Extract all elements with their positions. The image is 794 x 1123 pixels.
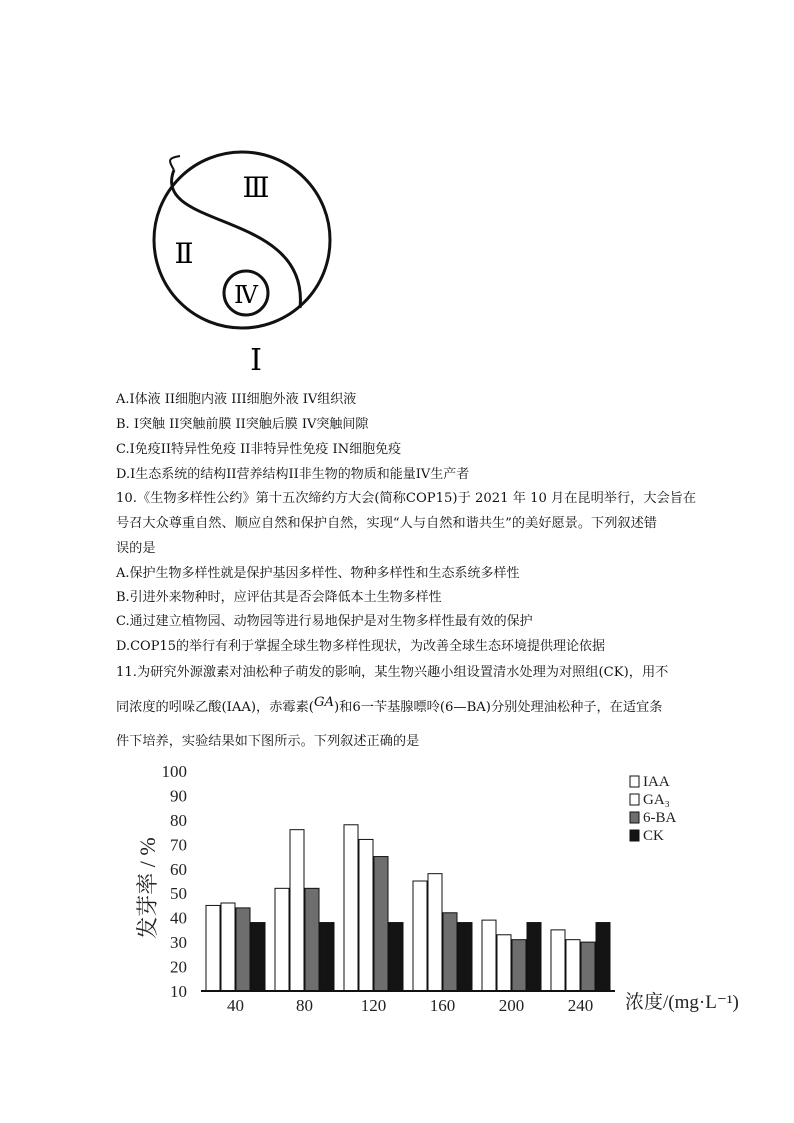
- q9-option-b: B. Ⅰ突触 II突触前膜 II突触后膜 IV突触间隙: [116, 417, 369, 432]
- bar: [389, 923, 403, 991]
- legend-label: GA₃: [643, 792, 670, 808]
- bar: [275, 888, 289, 991]
- label-left: Ⅱ: [174, 239, 194, 270]
- bar: [344, 825, 358, 991]
- q9-option-d: D.Ⅰ生态系统的结构II营养结构II非生物的物质和能量IV生产者: [116, 467, 470, 482]
- q11-stem-line3: 件下培养，实验结果如下图所示。下列叙述正确的是: [116, 734, 420, 749]
- bar: [305, 888, 319, 991]
- legend-label: IAA: [643, 774, 670, 790]
- bar: [290, 830, 304, 991]
- x-tick-label: 80: [296, 996, 313, 1015]
- q11-stem-line2: [116, 695, 663, 717]
- bar: [428, 874, 442, 991]
- legend-swatch: [630, 776, 639, 787]
- bar: [236, 908, 250, 991]
- y-tick-label: 10: [170, 982, 187, 1001]
- bar: [206, 905, 220, 991]
- bar: [374, 857, 388, 991]
- y-tick-label: 20: [170, 957, 187, 977]
- x-axis-label: 浓度/(mg·L⁻¹): [625, 992, 739, 1013]
- x-tick-label: 200: [498, 996, 525, 1015]
- bar: [320, 923, 334, 991]
- q11-stem-line2-b: )和6一苄基腺嘌呤(6—BA)分别处理油松种子，在适宜条: [334, 700, 663, 715]
- y-tick-label: 100: [161, 762, 187, 781]
- q9-option-a: A.Ⅰ体液 II细胞内液 III细胞外液 IV组织液: [116, 392, 357, 407]
- label-right: Ⅲ: [242, 173, 270, 204]
- bar: [482, 920, 496, 991]
- q10-option-d: D.COP15的举行有利于掌握全球生物多样性现状，为改善全球生态环境提供理论依据: [116, 639, 605, 654]
- q10-option-c: C.通过建立植物园、动物园等进行易地保护是对生物多样性最有效的保护: [116, 614, 533, 629]
- x-tick-label: 40: [227, 996, 244, 1015]
- y-tick-label: 80: [170, 810, 187, 830]
- legend-swatch: [630, 812, 639, 823]
- circle-diagram: [150, 120, 350, 380]
- x-tick-label: 120: [360, 996, 387, 1015]
- legend-swatch: [630, 794, 639, 805]
- x-axis: [201, 991, 615, 1015]
- legend-swatch: [630, 830, 639, 841]
- legend-label: CK: [643, 828, 664, 844]
- y-tick-label: 60: [170, 859, 187, 879]
- q11-ga-symbol: GA: [313, 695, 335, 710]
- bars: [206, 825, 610, 991]
- germination-bar-chart: [125, 755, 765, 1025]
- s-curve-top: [170, 156, 180, 170]
- bar: [251, 923, 265, 991]
- q10-option-b: B.引进外来物种时，应评估其是否会降低本土生物多样性: [116, 590, 442, 605]
- q10-stem-line3: 误的是: [116, 541, 156, 556]
- legend-label: 6-BA: [643, 810, 677, 826]
- label-outer: Ⅰ: [250, 344, 262, 377]
- legend: [630, 774, 677, 844]
- bar: [413, 881, 427, 991]
- bar: [443, 913, 457, 991]
- bar: [497, 935, 511, 991]
- bar: [359, 839, 373, 991]
- q10-stem-line2: 号召大众尊重自然、顺应自然和保护自然，实现“人与自然和谐共生”的美好愿景。下列叙述错: [116, 516, 657, 531]
- y-tick-label: 30: [170, 933, 187, 953]
- y-tick-label: 70: [170, 835, 187, 855]
- q9-option-c: C.Ⅰ免疫II特异性免疫 II非特异性免疫 IN细胞免疫: [116, 442, 402, 457]
- y-tick-label: 50: [170, 884, 187, 904]
- q10-stem-line1: 10.《生物多样性公约》第十五次缔约方大会(简称COP15)于 2021 年 10 月在昆明举行，大会旨在: [116, 491, 697, 506]
- bar: [596, 923, 610, 991]
- x-tick-label: 160: [429, 996, 456, 1015]
- y-axis: [162, 762, 188, 1001]
- bar: [221, 903, 235, 991]
- bar: [458, 923, 472, 991]
- bar: [581, 942, 595, 991]
- y-axis-label: 发芽率 / %: [135, 837, 160, 939]
- q11-stem-line2-a: 同浓度的吲哚乙酸(IAA)，赤霉素(: [116, 700, 314, 715]
- bar: [551, 930, 565, 991]
- y-tick-label: 40: [170, 908, 187, 928]
- bar: [527, 923, 541, 991]
- bar: [566, 940, 580, 991]
- q11-stem-line1: 11.为研究外源激素对油松种子萌发的影响，某生物兴趣小组设置清水处理为对照组(CK)，用不: [116, 665, 669, 680]
- label-inner: Ⅳ: [234, 283, 258, 309]
- x-tick-label: 240: [567, 996, 594, 1015]
- y-tick-label: 90: [170, 786, 187, 806]
- q10-option-a: A.保护生物多样性就是保护基因多样性、物种多样性和生态系统多样性: [116, 566, 520, 581]
- bar: [512, 940, 526, 991]
